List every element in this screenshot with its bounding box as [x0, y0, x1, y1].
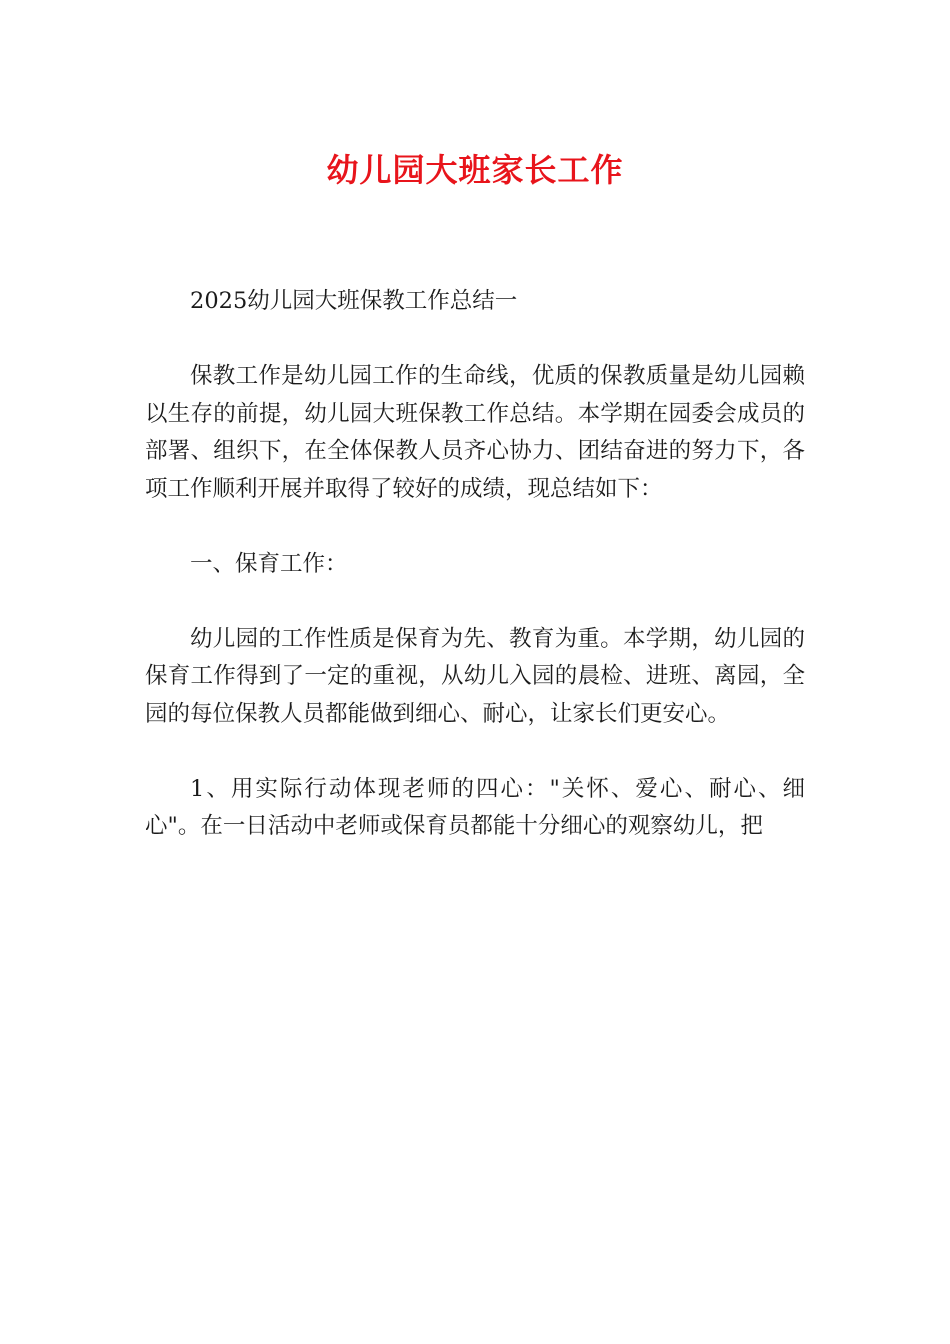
paragraph-care-work: 幼儿园的工作性质是保育为先、教育为重。本学期，幼儿园的保育工作得到了一定的重视，从幼儿入园的晨检、进班、离园，全园的每位保教人员都能做到细心、耐心，让家长们更安心。 [145, 625, 805, 727]
paragraph-item-1: 1、用实际行动体现老师的四心："关怀、爱心、耐心、细心"。在一日活动中老师或保育员都能十分细心的观察幼儿，把 [145, 775, 805, 839]
paragraph-section-heading: 一、保育工作： [190, 550, 348, 577]
paragraph-heading-summary: 2025幼儿园大班保教工作总结一 [190, 288, 518, 314]
document-title: 幼儿园大班家长工作 [326, 151, 624, 189]
paragraph-intro: 保教工作是幼儿园工作的生命线，优质的保教质量是幼儿园赖以生存的前提，幼儿园大班保教工作总结。本学期在园委会成员的部署、组织下，在全体保教人员齐心协力、团结奋进的努力下，各项工作顺利开展并取得了较好的成绩，现总结如下： [145, 363, 805, 502]
document-body [145, 283, 805, 846]
